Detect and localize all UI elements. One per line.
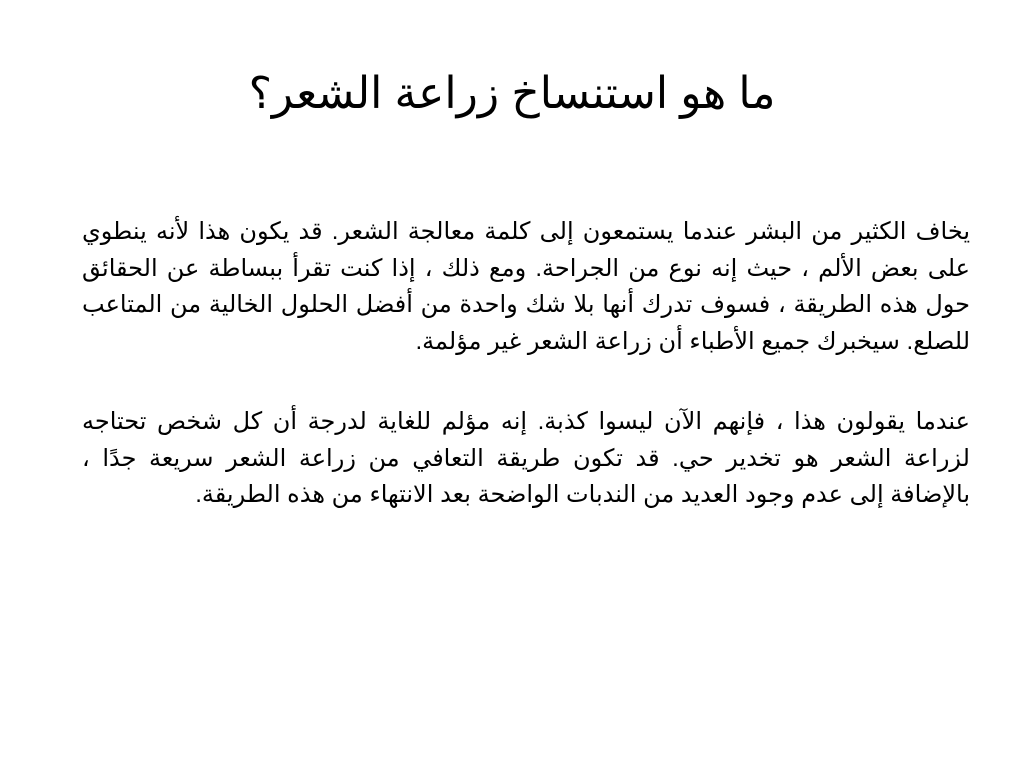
slide-title: ما هو استنساخ زراعة الشعر؟ xyxy=(248,69,776,118)
slide-body xyxy=(82,214,970,558)
body-paragraph-2: عندما يقولون هذا ، فإنهم الآن ليسوا كذبة. إنه مؤلم للغاية لدرجة أن كل شخص تحتاجه لزراعة الشعر هو تخدير حي. قد تكون طريقة التعافي من زراعة الشعر سريعة جدًا ، بالإضافة إلى عدم وجود العديد من الندبات الواضحة بعد الانتهاء من هذه الطريقة. xyxy=(82,408,970,508)
body-paragraph-1: يخاف الكثير من البشر عندما يستمعون إلى كلمة معالجة الشعر. قد يكون هذا لأنه ينطوي على بعض الألم ، حيث إنه نوع من الجراحة. ومع ذلك ، إذا كنت تقرأ ببساطة عن الحقائق حول هذه الطريقة ، فسوف تدرك أنها بلا شك واحدة من أفضل الحلول الخالية من المتاعب للصلع. سيخبرك جميع الأطباء أن زراعة الشعر غير مؤلمة. xyxy=(82,218,971,355)
